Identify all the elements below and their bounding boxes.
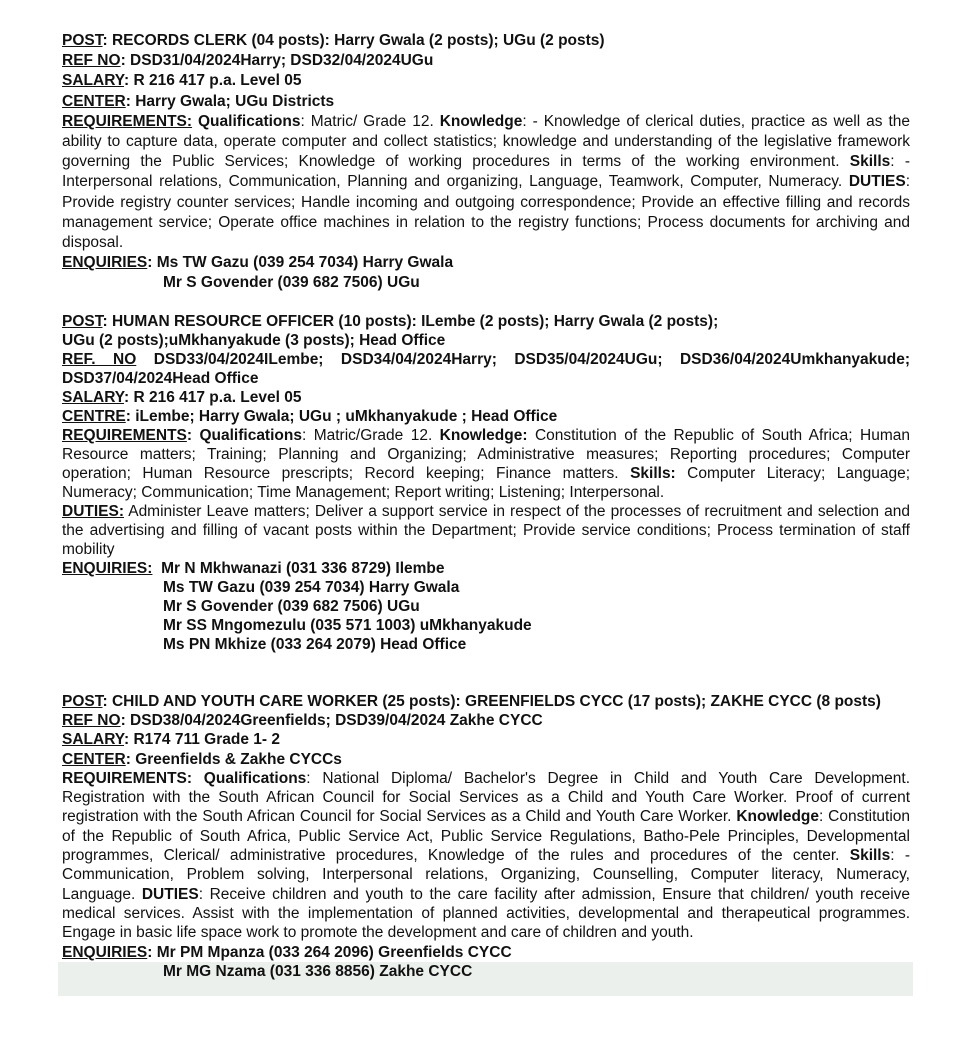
salary-line bbox=[62, 730, 910, 749]
enquiry-contact: Mr MG Nzama (031 336 8856) Zakhe CYCC bbox=[163, 962, 473, 980]
center-value: : Greenfields & Zakhe CYCCs bbox=[125, 750, 342, 768]
salary-line bbox=[62, 71, 910, 91]
requirements-label: REQUIREMENTS bbox=[62, 426, 187, 444]
enquiries-label: ENQUIRIES bbox=[62, 254, 148, 272]
qualifications-label: Qualifications bbox=[199, 426, 302, 444]
skills-label: Skills bbox=[849, 847, 891, 865]
knowledge-label: Knowledge: bbox=[439, 426, 528, 444]
enquiries-separator: : bbox=[147, 254, 157, 272]
requirements-label: REQUIREMENTS: bbox=[62, 112, 193, 130]
center-label: CENTER bbox=[62, 92, 126, 110]
enquiry-contact: Mr S Govender (039 682 7506) UGu bbox=[163, 274, 420, 292]
requirements-paragraph bbox=[62, 769, 910, 943]
page-content bbox=[62, 31, 910, 996]
enquiries-line bbox=[62, 616, 910, 635]
duties-text: Administer Leave matters; Deliver a support service in respect of the processes of recruitment and selection and the advertising and filling of vacant posts within the Department; Provide service conditions; Process termination of staff mobility bbox=[62, 502, 910, 558]
knowledge-label: Knowledge bbox=[736, 808, 819, 826]
requirements-label: REQUIREMENTS: bbox=[62, 769, 193, 787]
center-value: : Harry Gwala; UGu Districts bbox=[125, 92, 335, 110]
skills-text: : - Interpersonal relations, Communication, Planning and organizing, Language, Teamwork, Computer, Numeracy. bbox=[62, 153, 910, 191]
enquiry-contact: Mr N Mkhwanazi (031 336 8729) Ilembe bbox=[161, 559, 445, 577]
qualifications-text: : Matric/ Grade 12. bbox=[300, 112, 440, 130]
skills-text: : -Communication, Problem solving, Interpersonal relations, Organizing, Counselling, Computer literacy, Numeracy, Language. bbox=[62, 847, 910, 903]
ref-no-line bbox=[62, 711, 910, 730]
post-label: POST bbox=[62, 692, 103, 710]
skills-label: Skills: bbox=[630, 464, 676, 482]
duties-label: DUTIES: bbox=[62, 502, 124, 520]
salary-value: : R174 711 Grade 1- 2 bbox=[124, 731, 280, 749]
post-human-resource-officer bbox=[62, 312, 910, 654]
ref-no-line bbox=[62, 350, 910, 388]
ref-no-value: : DSD38/04/2024Greenfields; DSD39/04/2024 Zakhe CYCC bbox=[120, 711, 543, 729]
post-label: POST bbox=[62, 32, 103, 49]
post-title: : HUMAN RESOURCE OFFICER (10 posts): ILembe (2 posts); Harry Gwala (2 posts); bbox=[102, 312, 719, 330]
skills-label: Skills bbox=[849, 153, 891, 171]
post-title: : CHILD AND YOUTH CARE WORKER (25 posts): GREENFIELDS CYCC (17 posts); ZAKHE CYCC (8 posts) bbox=[102, 692, 881, 710]
skills-text: Computer Literacy; Language; Numeracy; Communication; Time Management; Report writing; Listening; Interpersonal. bbox=[62, 464, 910, 501]
post-label: POST bbox=[62, 312, 103, 330]
salary-label: SALARY bbox=[62, 72, 124, 90]
enquiries-line bbox=[62, 253, 910, 273]
enquiries-line bbox=[62, 943, 910, 962]
enquiry-contact: Mr SS Mngomezulu (035 571 1003) uMkhanyakude bbox=[163, 616, 532, 634]
qualifications-text: : Matric/Grade 12. bbox=[301, 426, 440, 444]
ref-no-value: DSD33/04/2024ILembe; DSD34/04/2024Harry; DSD35/04/2024UGu; DSD36/04/2024Umkhanyakude; DSD37/04/2024Head Office bbox=[62, 350, 910, 387]
ref-no-label: REF. NO bbox=[62, 350, 137, 368]
salary-line bbox=[62, 388, 910, 407]
duties-text: : Provide registry counter services; Handle incoming and outgoing correspondence; Provide an effective filling and records management service; Operate office machines in relation to the registry functions; Process documents for archiving and disposal. bbox=[62, 173, 910, 252]
qualifications-label: Qualifications bbox=[198, 112, 301, 130]
salary-label: SALARY bbox=[62, 388, 124, 406]
post-child-youth-care-worker bbox=[62, 692, 910, 996]
requirements-paragraph bbox=[62, 426, 910, 502]
knowledge-text: Constitution of the Republic of South Africa; Human Resource matters; Training; Planning and Organizing; Administrative measures; Reporting procedures; Computer operation; Human Resource prescripts; Record keeping; Finance matters. bbox=[62, 426, 911, 482]
enquiry-contact: Ms TW Gazu (039 254 7034) Harry Gwala bbox=[156, 254, 454, 272]
knowledge-label: Knowledge bbox=[439, 112, 523, 130]
enquiries-line bbox=[62, 559, 910, 578]
center-label: CENTRE bbox=[62, 407, 126, 425]
post-title: : RECORDS CLERK (04 posts): Harry Gwala (2 posts); UGu (2 posts) bbox=[102, 32, 605, 49]
enquiries-separator bbox=[152, 560, 161, 577]
knowledge-text: : Constitution of the Republic of South Africa, Public Service Act, Public Service Regulations, Batho-Pele Principles, Developmental programmes, Clerical/ administrative procedures, Knowledge of the rules and procedures of the center. bbox=[62, 808, 911, 865]
post-title-line bbox=[62, 692, 910, 711]
center-line bbox=[62, 750, 910, 769]
text-run bbox=[192, 770, 204, 787]
enquiry-contact: Ms TW Gazu (039 254 7034) Harry Gwala bbox=[163, 578, 460, 596]
post-title-line bbox=[62, 31, 910, 51]
text-run: : bbox=[186, 426, 200, 444]
enquiry-contact: Mr PM Mpanza (033 264 2096) Greenfields CYCC bbox=[156, 943, 512, 961]
post-records-clerk bbox=[62, 31, 910, 294]
ref-no-value: : DSD31/04/2024Harry; DSD32/04/2024UGu bbox=[120, 52, 434, 70]
center-line bbox=[62, 407, 910, 426]
enquiry-contact: Mr S Govender (039 682 7506) UGu bbox=[163, 597, 420, 615]
center-label: CENTER bbox=[62, 750, 126, 768]
enquiries-line bbox=[62, 273, 910, 293]
enquiries-label: ENQUIRIES: bbox=[62, 559, 153, 577]
post-title-continued: UGu (2 posts);uMkhanyakude (3 posts); Head Office bbox=[62, 331, 446, 349]
enquiry-contact: Ms PN Mkhize (033 264 2079) Head Office bbox=[163, 635, 467, 653]
enquiries-line-highlighted bbox=[58, 962, 913, 996]
post-title-line-2 bbox=[62, 331, 910, 350]
enquiries-line bbox=[62, 597, 910, 616]
duties-label: DUTIES bbox=[141, 885, 199, 903]
salary-label: SALARY bbox=[62, 731, 124, 749]
requirements-paragraph bbox=[62, 112, 910, 253]
enquiries-label: ENQUIRIES bbox=[62, 943, 148, 961]
qualifications-text: : National Diploma/ Bachelor's Degree in Child and Youth Care Development. Registration with the South African Council for Social Services as a Child and Youth Care Worker. Proof of current registration with the South African Council for Social Services as a Child and Youth Care Worker. bbox=[62, 769, 910, 826]
qualifications-label: Qualifications bbox=[203, 769, 307, 787]
knowledge-text: : - Knowledge of clerical duties, practice as well as the ability to capture data, operate computer and collect statistics; knowledge and understanding of the legislative framework governing the Public Services; Knowledge of working procedures in terms of the working environment. bbox=[62, 112, 910, 171]
ref-no-label: REF NO bbox=[62, 52, 121, 70]
duties-label: DUTIES bbox=[848, 173, 906, 191]
ref-no-label: REF NO bbox=[62, 711, 121, 729]
salary-value: : R 216 417 p.a. Level 05 bbox=[124, 388, 302, 406]
enquiries-line bbox=[62, 578, 910, 597]
duties-paragraph bbox=[62, 502, 910, 559]
ref-no-line bbox=[62, 51, 910, 71]
center-line bbox=[62, 92, 910, 112]
duties-text: : Receive children and youth to the care facility after admission, Ensure that children/ youth receive medical services. Assist with the implementation of planned activities, developmental and therapeutical programmes. Engage in basic life space work to promote the development and care of children and youth. bbox=[62, 885, 911, 942]
enquiries-separator: : bbox=[147, 943, 157, 961]
center-value: : iLembe; Harry Gwala; UGu ; uMkhanyakude ; Head Office bbox=[125, 407, 558, 425]
salary-value: : R 216 417 p.a. Level 05 bbox=[124, 72, 302, 90]
post-title-line bbox=[62, 312, 910, 331]
enquiries-line bbox=[62, 635, 910, 654]
